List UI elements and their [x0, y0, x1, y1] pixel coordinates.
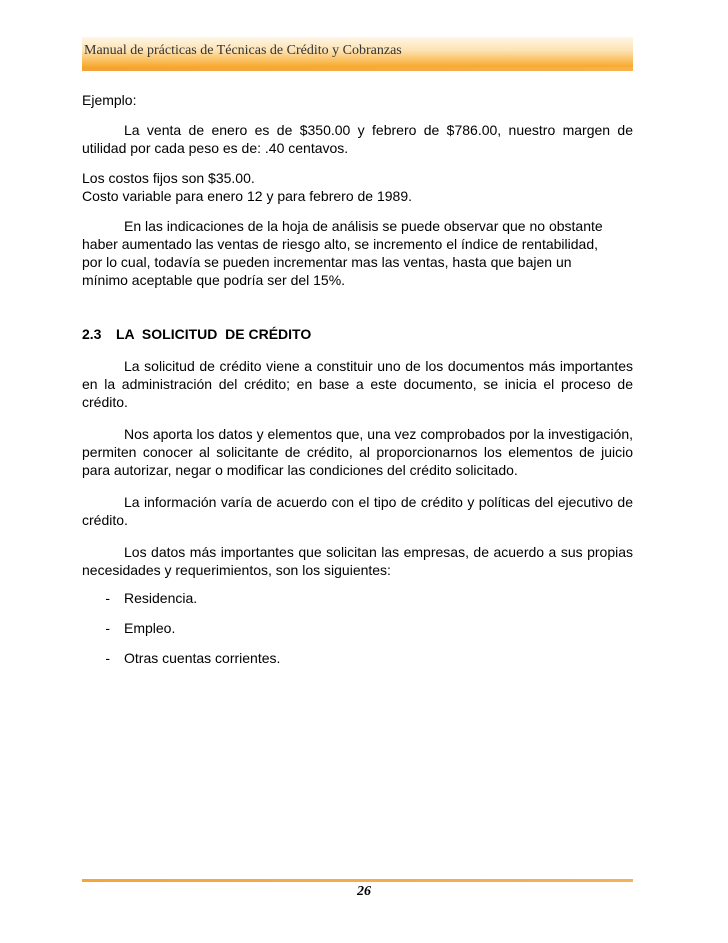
footer-line — [82, 879, 633, 882]
analisis-line-3: por lo cual, todavía se pueden incrementar mas las ventas, hasta que bajen un — [82, 254, 572, 270]
costo-variable-line: Costo variable para enero 12 y para febrero de 1989. — [82, 188, 412, 204]
paragraph-1: La solicitud de crédito viene a constituir uno de los documentos más importantes en la administración del crédito; en base a este documento, se inicia el proceso de crédito. — [82, 358, 633, 410]
list-dash: - — [105, 650, 110, 666]
paragraph-2: Nos aporta los datos y elementos que, una vez comprobados por la investigación, permiten conocer al solicitante de crédito, al proporcionarnos los elementos de juicio para autorizar, negar o modificar las condiciones del crédito solicitado. — [82, 426, 633, 478]
list-item — [82, 589, 633, 607]
ejemplo-label: Ejemplo: — [82, 92, 137, 108]
costos-fijos-line: Los costos fijos son $35.00. — [82, 170, 255, 186]
section-title: LA SOLICITUD DE CRÉDITO — [116, 326, 312, 342]
analisis-line-4: mínimo aceptable que podría ser del 15%. — [82, 272, 346, 288]
ejemplo-paragraph: La venta de enero es de $350.00 y febrero de $786.00, nuestro margen de utilidad por cada peso es de: .40 centavos. — [82, 122, 633, 156]
paragraph-3: La información varía de acuerdo con el tipo de crédito y políticas del ejecutivo de crédito. — [82, 494, 633, 528]
section-heading — [82, 325, 633, 343]
analisis-paragraph — [82, 217, 633, 289]
requirements-list — [82, 589, 633, 667]
paragraph-4: Los datos más importantes que solicitan las empresas, de acuerdo a sus propias necesidades y requerimientos, son los siguientes: — [82, 544, 633, 578]
analisis-line-2: haber aumentado las ventas de riesgo alto, se incremento el índice de rentabilidad, — [82, 236, 598, 252]
list-item-text: Empleo. — [124, 620, 176, 636]
list-item-text: Residencia. — [124, 590, 198, 606]
list-dash: - — [105, 590, 110, 606]
list-item-text: Otras cuentas corrientes. — [124, 650, 281, 666]
analisis-line-1: En las indicaciones de la hoja de análisis se puede observar que no obstante — [124, 218, 603, 234]
list-item — [82, 649, 633, 667]
header-title: Manual de prácticas de Técnicas de Crédito y Cobranzas — [84, 43, 402, 58]
section-number: 2.3 — [82, 326, 102, 342]
list-dash: - — [105, 620, 110, 636]
page-number: 26 — [357, 884, 371, 899]
document-body — [82, 91, 633, 667]
list-item — [82, 619, 633, 637]
